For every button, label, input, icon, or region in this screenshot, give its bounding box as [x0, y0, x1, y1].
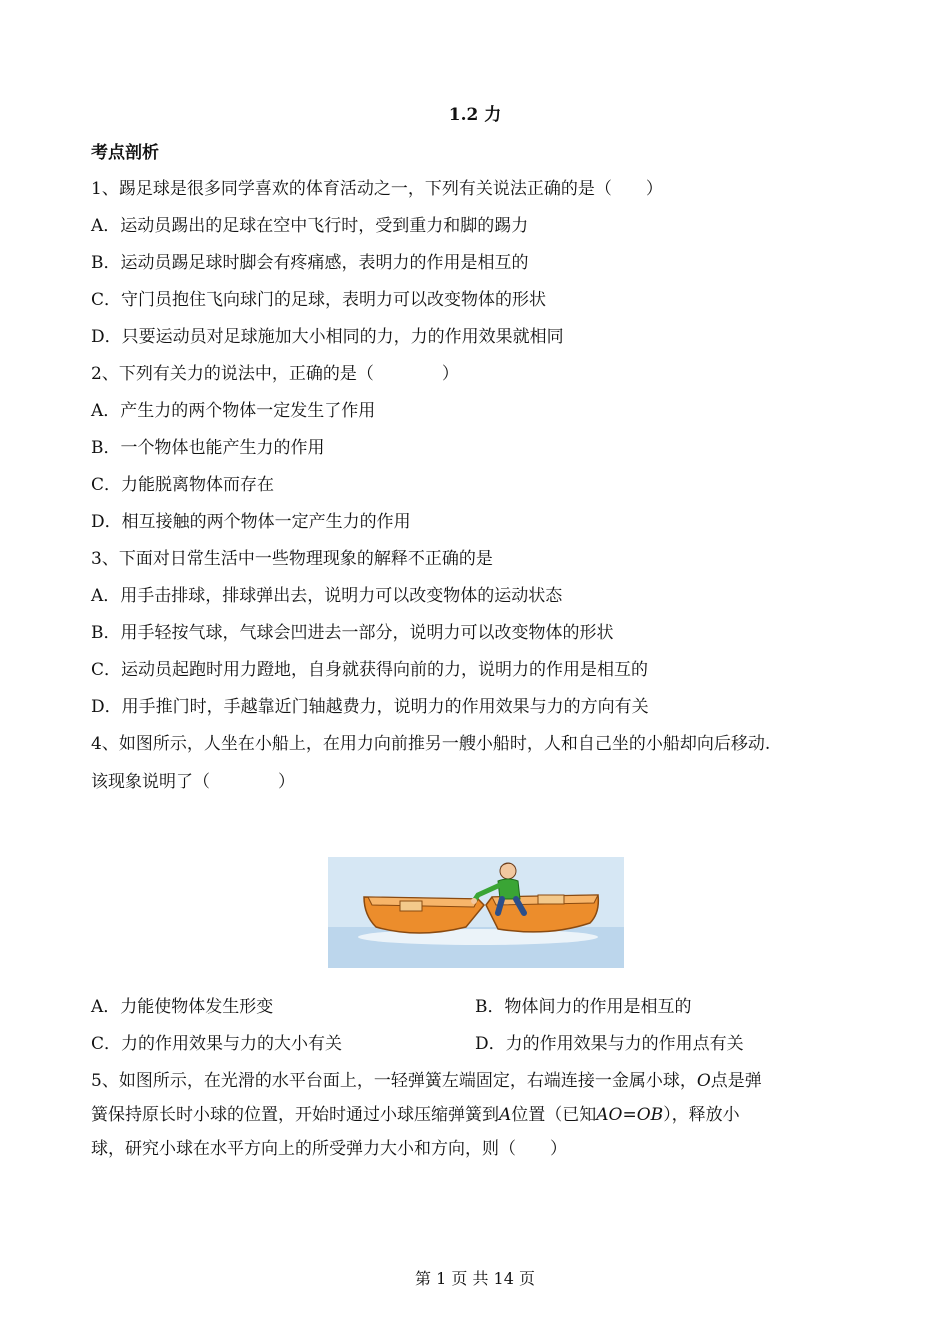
page-title: 1.2 力	[448, 105, 502, 125]
q3-stem: 3、下面对日常生活中一些物理现象的解释不正确的是	[91, 549, 493, 569]
q4-option-d: D．力的作用效果与力的作用点有关	[475, 1034, 744, 1054]
q5-line1-text-a: 5、如图所示，在光滑的水平台面上，一轻弹簧左端固定，右端连接一金属小球，	[91, 1071, 697, 1091]
q1-stem: 1、踢足球是很多同学喜欢的体育活动之一，下列有关说法正确的是（ ）	[91, 179, 663, 199]
q5-line1-text-b: 点是弹	[710, 1071, 762, 1091]
q5-line2-text-a: 簧保持原长时小球的位置，开始时通过小球压缩弹簧到	[91, 1105, 499, 1125]
right-boat-seat	[538, 895, 564, 904]
q2-option-b: B．一个物体也能产生力的作用	[91, 438, 325, 458]
q1-option-b: B．运动员踢足球时脚会有疼痛感，表明力的作用是相互的	[91, 253, 529, 273]
q3-option-b: B．用手轻按气球，气球会凹进去一部分，说明力可以改变物体的形状	[91, 623, 614, 643]
q5-point-a: A	[499, 1105, 512, 1125]
person-shirt	[498, 879, 520, 899]
q1-option-d: D．只要运动员对足球施加大小相同的力，力的作用效果就相同	[91, 327, 564, 347]
section-heading: 考点剖析	[91, 143, 159, 163]
q5-segment-ob: OB	[636, 1105, 664, 1125]
q2-option-d: D．相互接触的两个物体一定产生力的作用	[91, 512, 411, 532]
person-hand	[471, 898, 477, 904]
q2-option-a: A．产生力的两个物体一定发生了作用	[91, 401, 376, 421]
q5-point-o: O	[696, 1071, 711, 1091]
page-footer: 第 1 页 共 14 页	[415, 1269, 535, 1288]
q3-option-d: D．用手推门时，手越靠近门轴越费力，说明力的作用效果与力的方向有关	[91, 697, 649, 717]
q5-line2-text-b: 位置（已知	[511, 1105, 597, 1125]
boat-illustration	[328, 857, 624, 968]
q5-equals: =	[622, 1105, 637, 1125]
q1-option-a: A．运动员踢出的足球在空中飞行时，受到重力和脚的踢力	[91, 216, 529, 236]
q2-stem: 2、下列有关力的说法中，正确的是（ ）	[91, 364, 459, 384]
q3-option-a: A．用手击排球，排球弹出去，说明力可以改变物体的运动状态	[91, 586, 563, 606]
q5-segment-ao: AO	[596, 1105, 623, 1125]
q4-option-a: A．力能使物体发生形变	[91, 997, 274, 1017]
q5-line2	[91, 1104, 740, 1126]
q5-line3: 球，研究小球在水平方向上的所受弹力大小和方向，则（ ）	[91, 1139, 567, 1159]
q4-option-c: C．力的作用效果与力的大小有关	[91, 1034, 343, 1054]
q5-line1	[91, 1070, 762, 1092]
q2-option-c: C．力能脱离物体而存在	[91, 475, 275, 495]
q4-stem-line2: 该现象说明了（ ）	[91, 772, 295, 792]
left-boat-seat	[400, 901, 422, 911]
q4-stem-line1: 4、如图所示，人坐在小船上，在用力向前推另一艘小船时，人和自己坐的小船却向后移动.	[91, 734, 771, 754]
q3-option-c: C．运动员起跑时用力蹬地，自身就获得向前的力，说明力的作用是相互的	[91, 660, 649, 680]
q4-option-b: B．物体间力的作用是相互的	[475, 997, 692, 1017]
q1-option-c: C．守门员抱住飞向球门的足球，表明力可以改变物体的形状	[91, 290, 547, 310]
q5-line2-text-c: ），释放小	[663, 1105, 740, 1125]
left-boat-inner	[368, 897, 478, 907]
